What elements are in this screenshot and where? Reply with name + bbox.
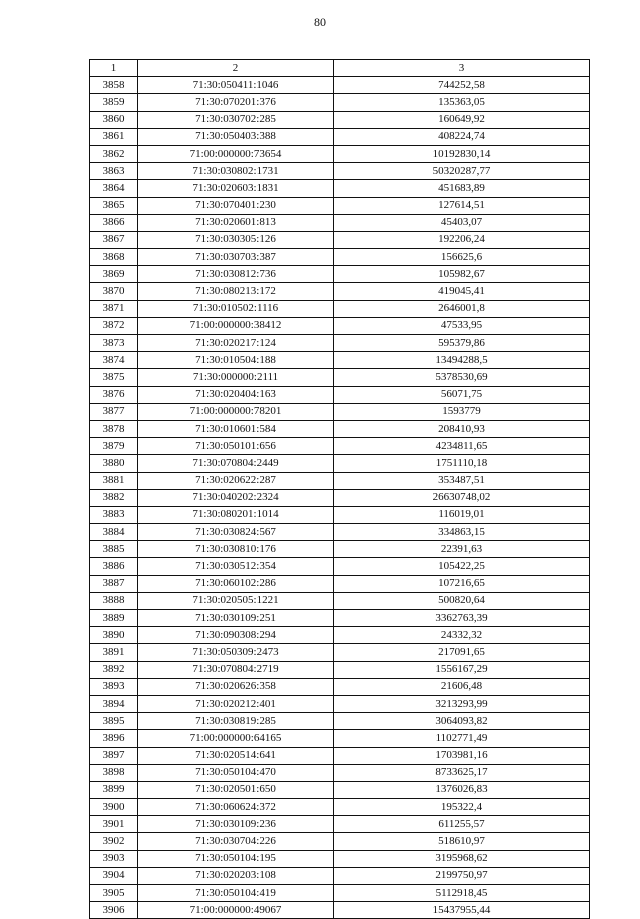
cadastral-number-cell: 71:30:020404:163 [138,386,334,403]
value-cell: 2199750,97 [334,867,590,884]
cadastral-number-cell: 71:30:050403:388 [138,128,334,145]
table-row [90,764,590,781]
cadastral-number-cell: 71:30:030819:285 [138,713,334,730]
row-number-cell: 3893 [90,678,138,695]
cadastral-number-cell: 71:30:030305:126 [138,231,334,248]
table-row [90,627,590,644]
row-number-cell: 3863 [90,163,138,180]
value-cell: 518610,97 [334,833,590,850]
row-number-cell: 3873 [90,335,138,352]
row-number-cell: 3874 [90,352,138,369]
value-cell: 56071,75 [334,386,590,403]
table-row [90,885,590,902]
row-number-cell: 3906 [90,902,138,919]
row-number-cell: 3880 [90,455,138,472]
table-row [90,128,590,145]
row-number-cell: 3875 [90,369,138,386]
row-number-cell: 3887 [90,575,138,592]
table-row [90,644,590,661]
cadastral-number-cell: 71:00:000000:49067 [138,902,334,919]
row-number-cell: 3883 [90,506,138,523]
cadastral-number-cell: 71:30:070804:2449 [138,455,334,472]
table-row [90,558,590,575]
row-number-cell: 3879 [90,438,138,455]
table-row [90,799,590,816]
value-cell: 47533,95 [334,317,590,334]
cadastral-number-cell: 71:30:030810:176 [138,541,334,558]
cadastral-number-cell: 71:30:040202:2324 [138,489,334,506]
cadastral-number-cell: 71:30:050104:470 [138,764,334,781]
table-row [90,77,590,94]
cadastral-number-cell: 71:30:020601:813 [138,214,334,231]
cadastral-number-cell: 71:30:020626:358 [138,678,334,695]
table-row [90,816,590,833]
cadastral-number-cell: 71:00:000000:38412 [138,317,334,334]
row-number-cell: 3899 [90,781,138,798]
cadastral-number-cell: 71:30:030109:251 [138,610,334,627]
cadastral-number-cell: 71:30:010504:188 [138,352,334,369]
value-cell: 334863,15 [334,524,590,541]
value-cell: 156625,6 [334,249,590,266]
value-cell: 45403,07 [334,214,590,231]
cadastral-number-cell: 71:30:030812:736 [138,266,334,283]
row-number-cell: 3898 [90,764,138,781]
row-number-cell: 3861 [90,128,138,145]
table-row [90,111,590,128]
table-row [90,610,590,627]
cadastral-number-cell: 71:30:020203:108 [138,867,334,884]
table-row [90,214,590,231]
value-cell: 8733625,17 [334,764,590,781]
value-cell: 1751110,18 [334,455,590,472]
value-cell: 408224,74 [334,128,590,145]
row-number-cell: 3897 [90,747,138,764]
row-number-cell: 3884 [90,524,138,541]
table-row [90,489,590,506]
value-cell: 419045,41 [334,283,590,300]
cadastral-number-cell: 71:30:070401:230 [138,197,334,214]
table-row [90,472,590,489]
cadastral-number-cell: 71:30:050411:1046 [138,77,334,94]
table-header-row [90,60,590,77]
value-cell: 611255,57 [334,816,590,833]
table-row [90,94,590,111]
row-number-cell: 3864 [90,180,138,197]
cadastral-number-cell: 71:00:000000:64165 [138,730,334,747]
table-row [90,403,590,420]
table-row [90,867,590,884]
row-number-cell: 3896 [90,730,138,747]
table-row [90,266,590,283]
cadastral-number-cell: 71:30:010601:584 [138,420,334,437]
value-cell: 116019,01 [334,506,590,523]
cadastral-number-cell: 71:30:000000:2111 [138,369,334,386]
row-number-cell: 3868 [90,249,138,266]
row-number-cell: 3871 [90,300,138,317]
row-number-cell: 3877 [90,403,138,420]
row-number-cell: 3885 [90,541,138,558]
row-number-cell: 3888 [90,592,138,609]
table-row [90,747,590,764]
cadastral-number-cell: 71:30:020501:650 [138,781,334,798]
value-cell: 15437955,44 [334,902,590,919]
column-header-3: 3 [334,60,590,77]
row-number-cell: 3866 [90,214,138,231]
table-row [90,420,590,437]
cadastral-number-cell: 71:30:020212:401 [138,695,334,712]
row-number-cell: 3872 [90,317,138,334]
cadastral-number-cell: 71:30:020514:641 [138,747,334,764]
row-number-cell: 3878 [90,420,138,437]
row-number-cell: 3881 [90,472,138,489]
value-cell: 3064093,82 [334,713,590,730]
value-cell: 105982,67 [334,266,590,283]
cadastral-number-cell: 71:30:030702:285 [138,111,334,128]
value-cell: 1556167,29 [334,661,590,678]
table-row [90,300,590,317]
row-number-cell: 3858 [90,77,138,94]
table-body [90,77,590,919]
table-row [90,249,590,266]
value-cell: 4234811,65 [334,438,590,455]
row-number-cell: 3902 [90,833,138,850]
table-row [90,231,590,248]
cadastral-number-cell: 71:30:020622:287 [138,472,334,489]
cadastral-number-cell: 71:30:030512:354 [138,558,334,575]
value-cell: 1102771,49 [334,730,590,747]
value-cell: 3195968,62 [334,850,590,867]
value-cell: 5378530,69 [334,369,590,386]
table-row [90,438,590,455]
value-cell: 105422,25 [334,558,590,575]
table-row [90,386,590,403]
row-number-cell: 3882 [90,489,138,506]
value-cell: 3362763,39 [334,610,590,627]
cadastral-number-cell: 71:30:050309:2473 [138,644,334,661]
cadastral-number-cell: 71:30:020505:1221 [138,592,334,609]
table-row [90,524,590,541]
value-cell: 208410,93 [334,420,590,437]
page-number: 80 [314,15,326,29]
cadastral-number-cell: 71:30:060102:286 [138,575,334,592]
table-row [90,506,590,523]
cadastral-number-cell: 71:00:000000:73654 [138,145,334,162]
value-cell: 24332,32 [334,627,590,644]
row-number-cell: 3903 [90,850,138,867]
value-cell: 127614,51 [334,197,590,214]
column-header-2: 2 [138,60,334,77]
value-cell: 50320287,77 [334,163,590,180]
row-number-cell: 3901 [90,816,138,833]
table-row [90,335,590,352]
row-number-cell: 3869 [90,266,138,283]
table-row [90,317,590,334]
table-row [90,541,590,558]
value-cell: 22391,63 [334,541,590,558]
cadastral-number-cell: 71:30:030109:236 [138,816,334,833]
value-cell: 135363,05 [334,94,590,111]
table-row [90,678,590,695]
cadastral-number-cell: 71:30:020217:124 [138,335,334,352]
cadastral-number-cell: 71:30:080201:1014 [138,506,334,523]
cadastral-number-cell: 71:30:050101:656 [138,438,334,455]
table-row [90,197,590,214]
cadastral-number-cell: 71:30:010502:1116 [138,300,334,317]
cadastral-number-cell: 71:30:070804:2719 [138,661,334,678]
table-row [90,455,590,472]
value-cell: 160649,92 [334,111,590,128]
value-cell: 1593779 [334,403,590,420]
row-number-cell: 3905 [90,885,138,902]
cadastral-number-cell: 71:30:050104:419 [138,885,334,902]
row-number-cell: 3867 [90,231,138,248]
row-number-cell: 3894 [90,695,138,712]
value-cell: 3213293,99 [334,695,590,712]
value-cell: 1703981,16 [334,747,590,764]
value-cell: 217091,65 [334,644,590,661]
value-cell: 595379,86 [334,335,590,352]
cadastral-number-cell: 71:30:030704:226 [138,833,334,850]
value-cell: 744252,58 [334,77,590,94]
cadastral-number-cell: 71:30:050104:195 [138,850,334,867]
cadastral-number-cell: 71:30:090308:294 [138,627,334,644]
column-header-1: 1 [90,60,138,77]
table-row [90,145,590,162]
value-cell: 451683,89 [334,180,590,197]
table-row [90,695,590,712]
row-number-cell: 3904 [90,867,138,884]
value-cell: 21606,48 [334,678,590,695]
value-cell: 353487,51 [334,472,590,489]
cadastral-number-cell: 71:30:020603:1831 [138,180,334,197]
table-row [90,850,590,867]
table-row [90,592,590,609]
cadastral-number-cell: 71:30:030802:1731 [138,163,334,180]
table-row [90,575,590,592]
cadastral-number-cell: 71:30:070201:376 [138,94,334,111]
row-number-cell: 3862 [90,145,138,162]
row-number-cell: 3895 [90,713,138,730]
table-row [90,661,590,678]
table-row [90,833,590,850]
row-number-cell: 3860 [90,111,138,128]
table-row [90,713,590,730]
cadastral-number-cell: 71:00:000000:78201 [138,403,334,420]
value-cell: 195322,4 [334,799,590,816]
table-row [90,902,590,919]
value-cell: 107216,65 [334,575,590,592]
cadastral-number-cell: 71:30:030703:387 [138,249,334,266]
value-cell: 5112918,45 [334,885,590,902]
row-number-cell: 3889 [90,610,138,627]
table-row [90,781,590,798]
row-number-cell: 3890 [90,627,138,644]
row-number-cell: 3865 [90,197,138,214]
table-row [90,730,590,747]
value-cell: 13494288,5 [334,352,590,369]
value-cell: 192206,24 [334,231,590,248]
row-number-cell: 3886 [90,558,138,575]
table-row [90,180,590,197]
cadastral-number-cell: 71:30:060624:372 [138,799,334,816]
value-cell: 1376026,83 [334,781,590,798]
table-row [90,163,590,180]
cadastral-number-cell: 71:30:080213:172 [138,283,334,300]
row-number-cell: 3870 [90,283,138,300]
cadastral-number-cell: 71:30:030824:567 [138,524,334,541]
row-number-cell: 3900 [90,799,138,816]
table-row [90,352,590,369]
row-number-cell: 3859 [90,94,138,111]
value-cell: 500820,64 [334,592,590,609]
value-cell: 26630748,02 [334,489,590,506]
row-number-cell: 3876 [90,386,138,403]
value-cell: 2646001,8 [334,300,590,317]
value-cell: 10192830,14 [334,145,590,162]
row-number-cell: 3891 [90,644,138,661]
table-row [90,369,590,386]
cadastral-value-table [89,59,590,919]
row-number-cell: 3892 [90,661,138,678]
table-row [90,283,590,300]
